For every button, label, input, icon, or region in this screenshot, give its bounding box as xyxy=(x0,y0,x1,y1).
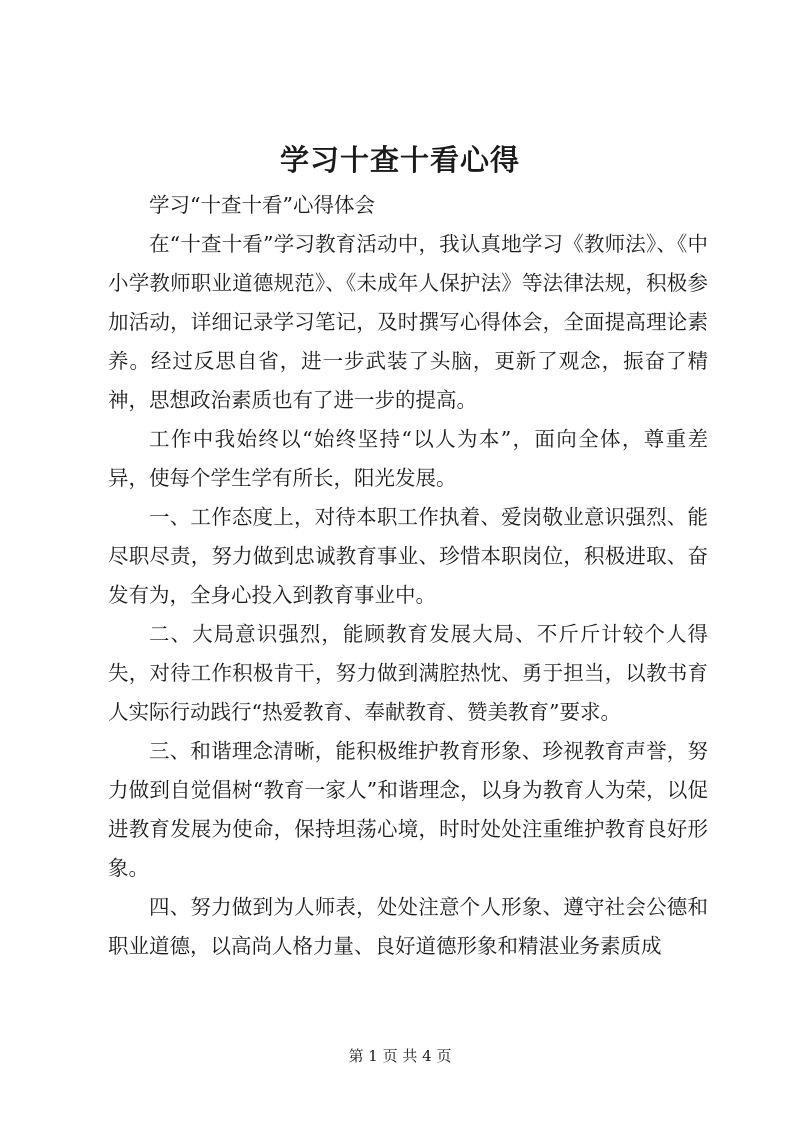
paragraph-4: 二、大局意识强烈，能顾教育发展大局、不斤斤计较个人得失，对待工作积极肯干，努力做到满腔热忱、勇于担当，以教书育人实际行动践行“热爱教育、奉献教育、赞美教育”要求。 xyxy=(108,622,708,724)
paragraph-3: 一、工作态度上，对待本职工作执着、爱岗敬业意识强烈、能尽职尽责，努力做到忠诚教育事业、珍惜本职岗位，积极进取、奋发有为，全身心投入到教育事业中。 xyxy=(108,505,708,607)
paragraph-6: 四、努力做到为人师表，处处注意个人形象、遵守社会公德和职业道德，以高尚人格力量、良好道德形象和精湛业务素质成 xyxy=(108,895,708,958)
paragraph-subtitle: 学习“十查十看”心得体会 xyxy=(149,193,375,217)
paragraph-2: 工作中我始终以“始终坚持“以人为本”，面向全体，尊重差异，使每个学生学有所长，阳光发展。 xyxy=(108,427,708,490)
document-title: 学习十查十看心得 xyxy=(279,143,520,177)
paragraph-5: 三、和谐理念清晰，能积极维护教育形象、珍视教育声誉，努力做到自觉倡树“教育一家人”和谐理念，以身为教育人为荣，以促进教育发展为使命，保持坦荡心境，时时处处注重维护教育良好形象。 xyxy=(108,739,708,880)
page-footer: 第 1 页 共 4 页 xyxy=(348,1047,452,1065)
document-body xyxy=(108,186,708,966)
paragraph-1: 在“十查十看”学习教育活动中，我认真地学习《教师法》、《中小学教师职业道德规范》、《未成年人保护法》等法律法规，积极参加活动，详细记录学习笔记，及时撰写心得体会，全面提高理论素养。经过反思自省，进一步武装了头脑，更新了观念，振奋了精神，思想政治素质也有了进一步的提高。 xyxy=(108,232,708,412)
